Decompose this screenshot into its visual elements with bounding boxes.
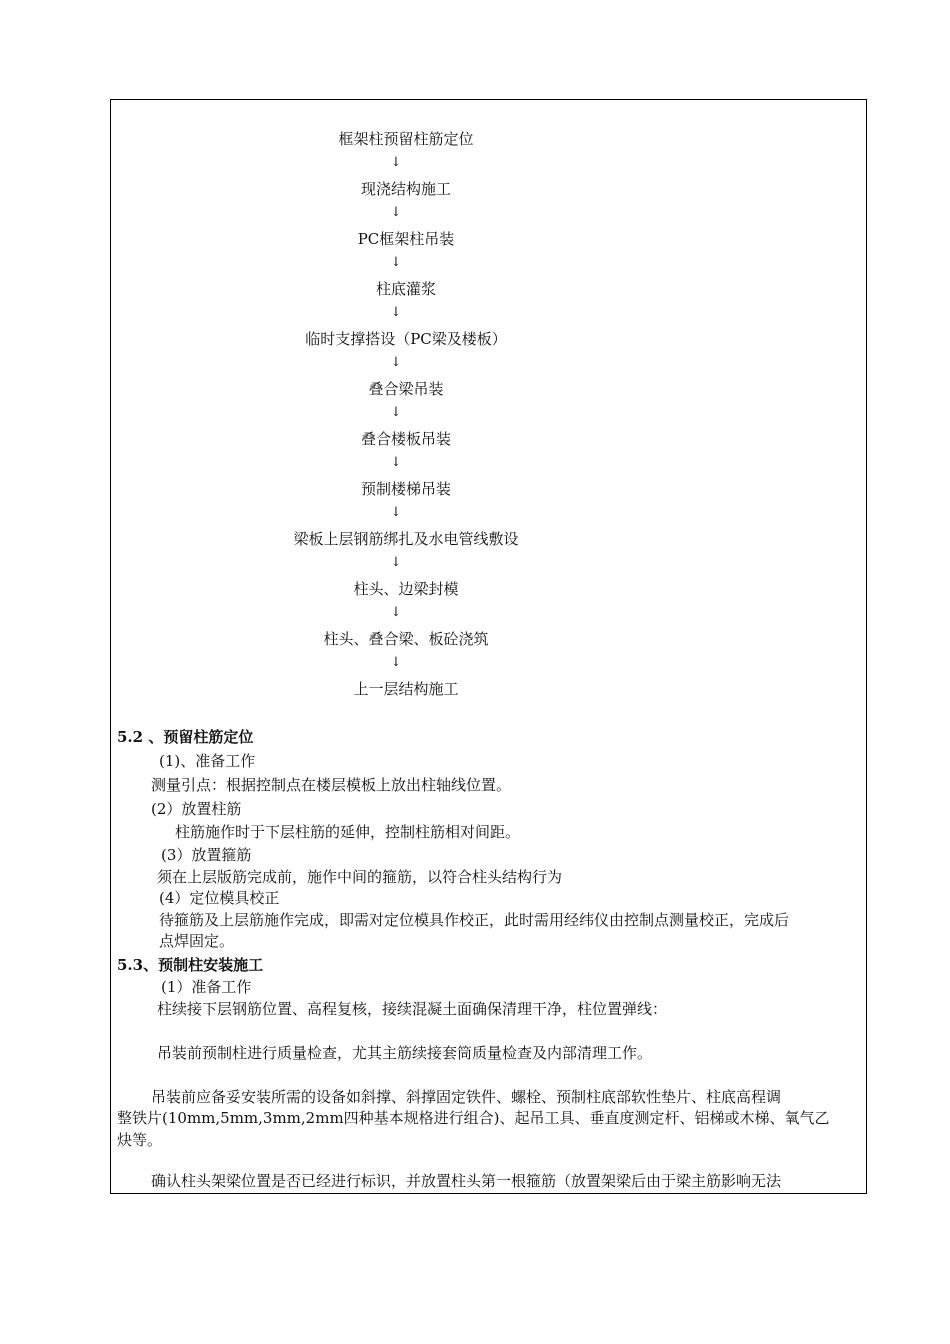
item-text: 柱筋施作时于下层柱筋的延伸，控制柱筋相对间距。: [175, 823, 521, 841]
down-arrow-icon: ↓: [390, 155, 402, 170]
down-arrow-icon: ↓: [390, 555, 402, 570]
down-arrow-icon: ↓: [390, 655, 402, 670]
paragraph: 柱续接下层钢筋位置、高程复核，接续混凝土面确保清理干净，柱位置弹线：: [157, 1000, 668, 1018]
flow-step: 柱头、边梁封模: [353, 580, 459, 598]
flow-step: 柱头、叠合梁、板砼浇筑: [323, 630, 489, 648]
down-arrow-icon: ↓: [390, 405, 402, 420]
paragraph: 吊装前预制柱进行质量检查，尤其主筋续接套筒质量检查及内部清理工作。: [157, 1044, 653, 1062]
document-frame: [110, 99, 867, 1194]
flow-step: 叠合梁吊装: [368, 380, 444, 398]
down-arrow-icon: ↓: [390, 455, 402, 470]
item-text: 待箍筋及上层筋施作完成，即需对定位模具作校正，此时需用经纬仪由控制点测量校正，完成后: [159, 911, 790, 929]
paragraph: 确认柱头架梁位置是否已经进行标识，并放置柱头第一根箍筋（放置架梁后由于梁主筋影响无法: [151, 1172, 782, 1190]
flow-step: 上一层结构施工: [353, 680, 459, 698]
flow-step: 预制楼梯吊装: [360, 480, 451, 498]
flow-step: 临时支撑搭设（PC梁及楼板）: [305, 330, 507, 348]
flow-step: 叠合楼板吊装: [360, 430, 451, 448]
section-heading-5-3: 5.3、预制柱安装施工: [117, 956, 264, 974]
item-title: (4）定位模具校正: [159, 889, 280, 907]
flow-step: 现浇结构施工: [360, 180, 451, 198]
item-text: 须在上层版筋完成前，施作中间的箍筋，以符合柱头结构行为: [157, 868, 563, 886]
item-title: (2）放置柱筋: [151, 800, 242, 818]
flow-step: 框架柱预留柱筋定位: [338, 130, 474, 148]
flow-step: PC框架柱吊装: [357, 230, 455, 248]
item-text: 点焊固定。: [159, 932, 235, 950]
paragraph: 整铁片(10mm,5mm,3mm,2mm四种基本规格进行组合)、起吊工具、垂直度测定杆、铝梯或木梯、氧气乙: [117, 1109, 830, 1127]
flow-step: 柱底灌浆: [375, 280, 436, 298]
item-title: (1）准备工作: [161, 978, 252, 996]
item-text: 测量引点：根据控制点在楼层模板上放出柱轴线位置。: [151, 776, 512, 794]
down-arrow-icon: ↓: [390, 605, 402, 620]
down-arrow-icon: ↓: [390, 305, 402, 320]
down-arrow-icon: ↓: [390, 255, 402, 270]
section-heading-5-2: 5.2 、预留柱筋定位: [117, 728, 254, 746]
flow-step: 梁板上层钢筋绑扎及水电管线敷设: [293, 530, 519, 548]
down-arrow-icon: ↓: [390, 205, 402, 220]
item-title: (3）放置箍筋: [161, 846, 252, 864]
down-arrow-icon: ↓: [390, 505, 402, 520]
paragraph: 炔等。: [117, 1131, 163, 1149]
item-title: (1)、准备工作: [159, 752, 256, 770]
paragraph: 吊装前应备妥安装所需的设备如斜撑、斜撑固定铁件、螺栓、预制柱底部软性垫片、柱底高程调: [151, 1088, 782, 1106]
down-arrow-icon: ↓: [390, 355, 402, 370]
